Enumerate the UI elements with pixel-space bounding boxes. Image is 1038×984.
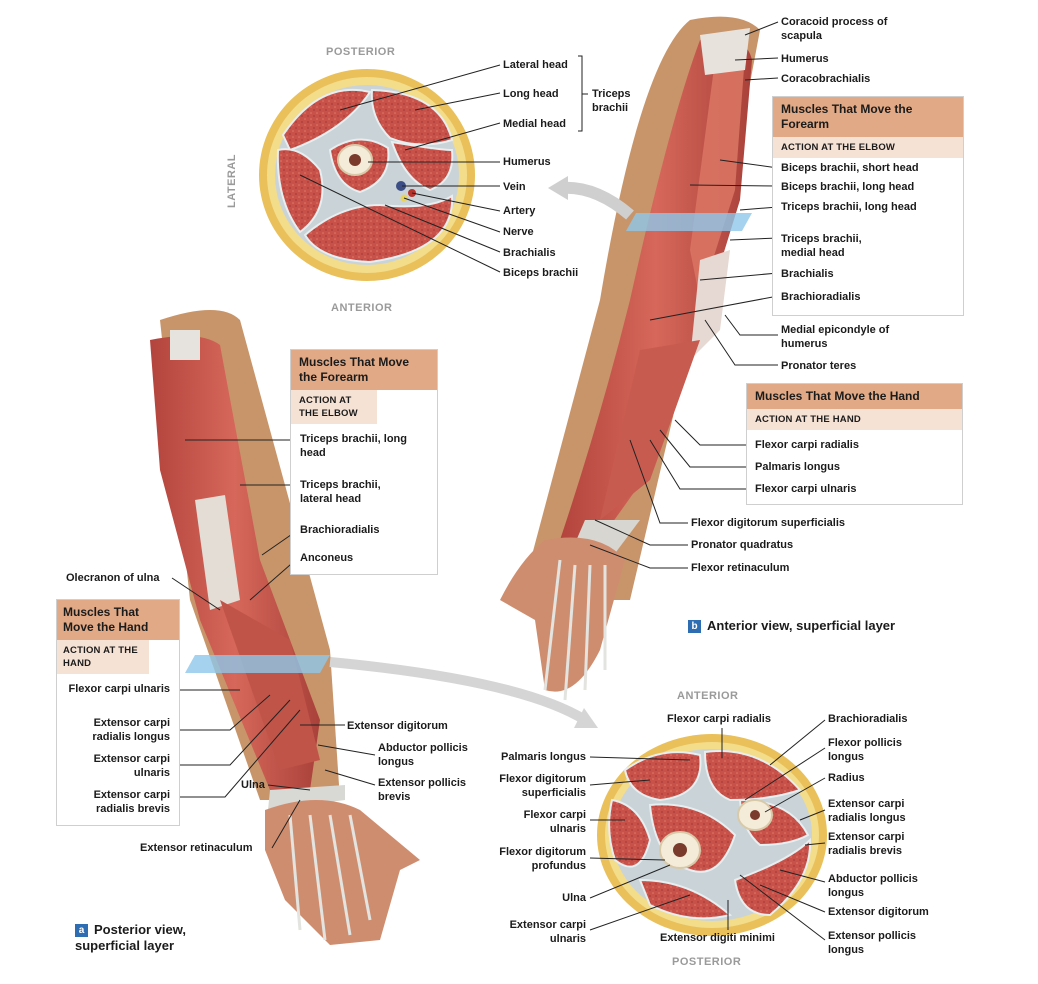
label-triceps-long-head-ant: Triceps brachii, long head (781, 201, 917, 213)
label-biceps-long-head: Biceps brachii, long head (781, 181, 915, 193)
label-ecrl-xs: Extensor carpi radialis longus (828, 798, 906, 824)
label-fdp-xs: Flexor digitorum profundus (499, 846, 586, 872)
label-humerus-upper: Humerus (503, 156, 551, 168)
label-biceps-short-head: Biceps brachii, short head (781, 162, 919, 174)
anterior-hand-box-subtitle: ACTION AT THE HAND (747, 409, 962, 430)
label-flexor-pollicis-longus: Flexor pollicis longus (828, 737, 902, 763)
label-abductor-pollicis-longus-post: Abductor pollicis longus (378, 742, 468, 768)
label-medial-epicondyle: Medial epicondyle of humerus (781, 324, 890, 350)
upper-orient-anterior: ANTERIOR (331, 302, 393, 314)
forearm-cross-section (597, 734, 827, 936)
caption-anterior-text: Anterior view, superficial layer (707, 618, 896, 633)
label-triceps-lateral-head: Triceps brachii, lateral head (300, 479, 381, 505)
label-vein: Vein (503, 181, 526, 193)
label-triceps-medial-head: Triceps brachii, medial head (781, 233, 862, 259)
posterior-hand-box-title: Muscles That Move the Hand (57, 600, 179, 640)
label-epl-xs: Extensor pollicis longus (828, 930, 917, 956)
label-brachioradialis-post: Brachioradialis (300, 524, 380, 536)
label-pronator-teres: Pronator teres (781, 360, 857, 372)
label-palmaris-longus-ant: Palmaris longus (755, 461, 840, 473)
posterior-plane (185, 655, 330, 673)
label-flexor-digitorum-superficialis-ant: Flexor digitorum superficialis (691, 517, 846, 529)
forearm-orient-posterior: POSTERIOR (672, 956, 742, 968)
label-flexor-carpi-radialis-ant: Flexor carpi radialis (755, 439, 859, 451)
label-extensor-digiti-minimi: Extensor digiti minimi (660, 932, 775, 944)
label-medial-head: Medial head (503, 118, 566, 130)
anterior-hand-box-title: Muscles That Move the Hand (747, 384, 962, 409)
upper-orient-lateral: LATERAL (226, 153, 238, 208)
label-brachioradialis-xs: Brachioradialis (828, 713, 908, 725)
label-ulna-xs: Ulna (562, 892, 586, 904)
label-olecranon: Olecranon of ulna (66, 572, 160, 584)
posterior-forearm-box-subtitle: ACTION AT THE ELBOW (291, 390, 377, 424)
upper-arm-cross-section (259, 69, 475, 281)
posterior-forearm-muscles-box (290, 349, 438, 575)
label-flexor-retinaculum: Flexor retinaculum (691, 562, 790, 574)
label-extensor-carpi-ulnaris-post: Extensor carpi ulnaris (93, 753, 170, 779)
label-fds-xs: Flexor digitorum superficialis (499, 773, 586, 799)
label-long-head: Long head (503, 88, 559, 100)
label-nerve: Nerve (503, 226, 534, 238)
arrow-to-upper-section (560, 188, 630, 215)
arrow-head (548, 176, 568, 200)
label-biceps-brachii-upper: Biceps brachii (503, 267, 579, 279)
label-flexor-carpi-radialis-xs: Flexor carpi radialis (667, 713, 771, 725)
caption-tag-b: b (688, 620, 701, 633)
label-radius: Radius (828, 772, 865, 784)
forearm-orient-anterior: ANTERIOR (677, 690, 739, 702)
label-extensor-carpi-radialis-longus-post: Extensor carpi radialis longus (92, 717, 170, 743)
caption-posterior-view (75, 922, 245, 954)
label-humerus-anterior: Humerus (781, 53, 829, 65)
label-coracoid-process: Coracoid process of scapula (781, 16, 888, 42)
upper-orient-posterior: POSTERIOR (326, 46, 396, 58)
label-brachioradialis-ant: Brachioradialis (781, 291, 861, 303)
label-triceps-brachii: Triceps brachii (592, 88, 631, 114)
label-extensor-digitorum-post: Extensor digitorum (347, 720, 448, 732)
label-extensor-retinaculum: Extensor retinaculum (140, 842, 253, 854)
label-extensor-pollicis-brevis-post: Extensor pollicis brevis (378, 777, 467, 803)
caption-anterior-view (688, 618, 895, 634)
label-ecu-xs: Extensor carpi ulnaris (509, 919, 586, 945)
posterior-hand-box-subtitle: ACTION AT THE HAND (57, 640, 149, 674)
label-anconeus: Anconeus (300, 552, 354, 564)
anterior-plane (626, 213, 752, 231)
label-brachialis-ant: Brachialis (781, 268, 834, 280)
label-coracobrachialis: Coracobrachialis (781, 73, 871, 85)
label-artery: Artery (503, 205, 536, 217)
label-ulna-post: Ulna (241, 779, 265, 791)
posterior-forearm-box-title: Muscles That Move the Forearm (291, 350, 437, 390)
anterior-forearm-box-subtitle: ACTION AT THE ELBOW (773, 137, 963, 158)
label-pronator-quadratus: Pronator quadratus (691, 539, 794, 551)
label-apl-xs: Abductor pollicis longus (828, 873, 918, 899)
label-fcu-xs: Flexor carpi ulnaris (523, 809, 586, 835)
caption-posterior-text: Posterior view, superficial layer (75, 922, 186, 953)
label-triceps-long-head-post: Triceps brachii, long head (300, 433, 407, 459)
label-flexor-carpi-ulnaris-post: Flexor carpi ulnaris (68, 683, 170, 695)
label-palmaris-longus-xs: Palmaris longus (501, 751, 586, 763)
label-extensor-digitorum-xs: Extensor digitorum (828, 906, 929, 918)
label-flexor-carpi-ulnaris-ant: Flexor carpi ulnaris (755, 483, 857, 495)
anterior-forearm-box-title: Muscles That Move the Forearm (773, 97, 963, 137)
label-ecrb-xs: Extensor carpi radialis brevis (828, 831, 905, 857)
caption-tag-a: a (75, 924, 88, 937)
label-extensor-carpi-radialis-brevis-post: Extensor carpi radialis brevis (93, 789, 170, 815)
label-brachialis-upper: Brachialis (503, 247, 556, 259)
label-lateral-head: Lateral head (503, 59, 568, 71)
